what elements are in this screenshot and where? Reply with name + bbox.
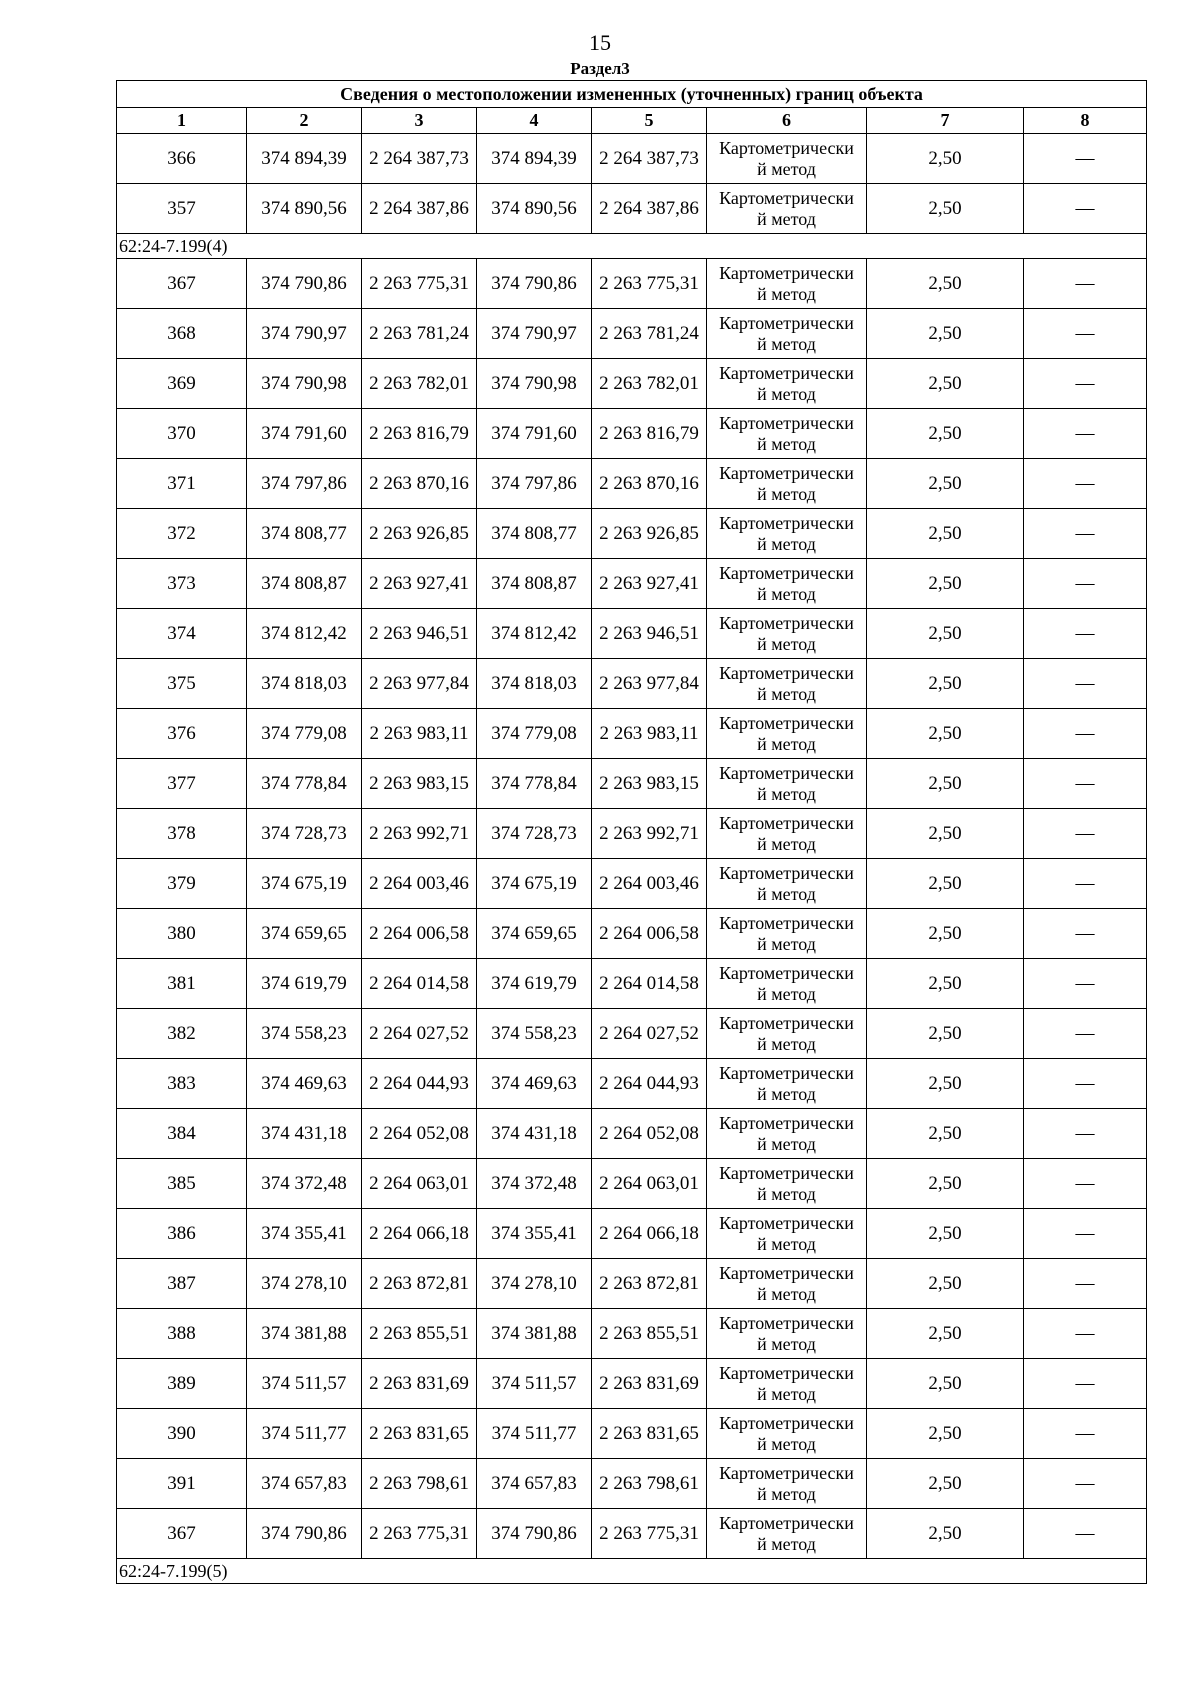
x-new-cell: 374 469,63 [477,1059,592,1109]
x-old-cell: 374 790,86 [247,259,362,309]
note-cell: — [1024,1309,1147,1359]
x-new-cell: 374 791,60 [477,409,592,459]
accuracy-cell: 2,50 [867,1259,1024,1309]
accuracy-cell: 2,50 [867,909,1024,959]
x-new-cell: 374 818,03 [477,659,592,709]
note-cell: — [1024,859,1147,909]
point-number-cell: 389 [117,1359,247,1409]
table-row [117,909,1147,959]
y-new-cell: 2 263 831,69 [592,1359,707,1409]
y-new-cell: 2 264 014,58 [592,959,707,1009]
note-cell: — [1024,309,1147,359]
x-new-cell: 374 728,73 [477,809,592,859]
table-row [117,409,1147,459]
section-title: Раздел3 [570,59,630,78]
point-number-cell: 367 [117,1509,247,1559]
method-cell: Картометрически й метод [707,759,867,809]
y-old-cell: 2 264 052,08 [362,1109,477,1159]
point-number-cell: 369 [117,359,247,409]
note-cell: — [1024,1059,1147,1109]
table-row [117,1259,1147,1309]
y-old-cell: 2 264 027,52 [362,1009,477,1059]
accuracy-cell: 2,50 [867,509,1024,559]
table-row [117,559,1147,609]
x-new-cell: 374 659,65 [477,909,592,959]
note-cell: — [1024,1159,1147,1209]
x-old-cell: 374 797,86 [247,459,362,509]
note-cell: — [1024,559,1147,609]
x-old-cell: 374 808,87 [247,559,362,609]
point-number-cell: 371 [117,459,247,509]
note-cell: — [1024,709,1147,759]
point-number-cell: 386 [117,1209,247,1259]
y-old-cell: 2 263 872,81 [362,1259,477,1309]
group-label: 62:24-7.199(4) [117,234,1147,259]
y-old-cell: 2 264 014,58 [362,959,477,1009]
table-row [117,759,1147,809]
accuracy-cell: 2,50 [867,759,1024,809]
y-new-cell: 2 263 872,81 [592,1259,707,1309]
y-old-cell: 2 263 775,31 [362,1509,477,1559]
y-old-cell: 2 264 006,58 [362,909,477,959]
point-number-cell: 384 [117,1109,247,1159]
y-old-cell: 2 263 946,51 [362,609,477,659]
note-cell: — [1024,1459,1147,1509]
method-cell: Картометрически й метод [707,609,867,659]
table-row [117,1459,1147,1509]
x-old-cell: 374 511,57 [247,1359,362,1409]
y-new-cell: 2 264 003,46 [592,859,707,909]
column-header-8: 8 [1024,108,1147,134]
point-number-cell: 366 [117,134,247,184]
group-row [117,234,1147,259]
x-old-cell: 374 657,83 [247,1459,362,1509]
table-row [117,1509,1147,1559]
y-new-cell: 2 264 387,86 [592,184,707,234]
x-old-cell: 374 278,10 [247,1259,362,1309]
accuracy-cell: 2,50 [867,809,1024,859]
accuracy-cell: 2,50 [867,184,1024,234]
y-new-cell: 2 263 983,11 [592,709,707,759]
accuracy-cell: 2,50 [867,359,1024,409]
y-old-cell: 2 263 977,84 [362,659,477,709]
y-old-cell: 2 264 063,01 [362,1159,477,1209]
y-new-cell: 2 264 063,01 [592,1159,707,1209]
point-number-cell: 383 [117,1059,247,1109]
method-cell: Картометрически й метод [707,1009,867,1059]
x-new-cell: 374 778,84 [477,759,592,809]
x-new-cell: 374 890,56 [477,184,592,234]
y-old-cell: 2 263 983,15 [362,759,477,809]
x-new-cell: 374 657,83 [477,1459,592,1509]
table-row [117,959,1147,1009]
point-number-cell: 390 [117,1409,247,1459]
method-cell: Картометрически й метод [707,859,867,909]
x-old-cell: 374 808,77 [247,509,362,559]
x-new-cell: 374 790,86 [477,259,592,309]
note-cell: — [1024,459,1147,509]
point-number-cell: 378 [117,809,247,859]
y-old-cell: 2 263 782,01 [362,359,477,409]
accuracy-cell: 2,50 [867,1409,1024,1459]
note-cell: — [1024,659,1147,709]
accuracy-cell: 2,50 [867,959,1024,1009]
x-new-cell: 374 511,77 [477,1409,592,1459]
accuracy-cell: 2,50 [867,409,1024,459]
point-number-cell: 367 [117,259,247,309]
note-cell: — [1024,259,1147,309]
x-new-cell: 374 779,08 [477,709,592,759]
method-cell: Картометрически й метод [707,1109,867,1159]
point-number-cell: 357 [117,184,247,234]
method-cell: Картометрически й метод [707,1159,867,1209]
note-cell: — [1024,1009,1147,1059]
y-new-cell: 2 264 006,58 [592,909,707,959]
table-row [117,709,1147,759]
point-number-cell: 373 [117,559,247,609]
table-row [117,1359,1147,1409]
method-cell: Картометрически й метод [707,459,867,509]
point-number-cell: 385 [117,1159,247,1209]
y-new-cell: 2 263 781,24 [592,309,707,359]
x-old-cell: 374 675,19 [247,859,362,909]
point-number-cell: 372 [117,509,247,559]
point-number-cell: 391 [117,1459,247,1509]
table-row [117,359,1147,409]
x-old-cell: 374 469,63 [247,1059,362,1109]
method-cell: Картометрически й метод [707,559,867,609]
y-old-cell: 2 263 798,61 [362,1459,477,1509]
note-cell: — [1024,184,1147,234]
y-new-cell: 2 264 044,93 [592,1059,707,1109]
x-old-cell: 374 511,77 [247,1409,362,1459]
note-cell: — [1024,1109,1147,1159]
table-row [117,659,1147,709]
y-new-cell: 2 263 927,41 [592,559,707,609]
column-header-2: 2 [247,108,362,134]
accuracy-cell: 2,50 [867,459,1024,509]
note-cell: — [1024,134,1147,184]
x-old-cell: 374 890,56 [247,184,362,234]
accuracy-cell: 2,50 [867,1459,1024,1509]
page-number: 15 [589,30,611,55]
accuracy-cell: 2,50 [867,1109,1024,1159]
accuracy-cell: 2,50 [867,559,1024,609]
table-row [117,184,1147,234]
accuracy-cell: 2,50 [867,709,1024,759]
x-old-cell: 374 790,98 [247,359,362,409]
method-cell: Картометрически й метод [707,959,867,1009]
note-cell: — [1024,609,1147,659]
table-row [117,509,1147,559]
accuracy-cell: 2,50 [867,609,1024,659]
accuracy-cell: 2,50 [867,1009,1024,1059]
y-new-cell: 2 263 983,15 [592,759,707,809]
table-row [117,259,1147,309]
y-old-cell: 2 263 855,51 [362,1309,477,1359]
x-old-cell: 374 790,97 [247,309,362,359]
method-cell: Картометрически й метод [707,1359,867,1409]
point-number-cell: 382 [117,1009,247,1059]
table-row [117,459,1147,509]
accuracy-cell: 2,50 [867,1209,1024,1259]
y-old-cell: 2 263 775,31 [362,259,477,309]
table-caption: Сведения о местоположении измененных (уточненных) границ объекта [117,81,1147,108]
point-number-cell: 376 [117,709,247,759]
accuracy-cell: 2,50 [867,259,1024,309]
x-old-cell: 374 818,03 [247,659,362,709]
note-cell: — [1024,1509,1147,1559]
point-number-cell: 374 [117,609,247,659]
x-new-cell: 374 790,97 [477,309,592,359]
x-new-cell: 374 808,77 [477,509,592,559]
method-cell: Картометрически й метод [707,359,867,409]
column-header-3: 3 [362,108,477,134]
y-new-cell: 2 264 052,08 [592,1109,707,1159]
table-row [117,809,1147,859]
y-new-cell: 2 264 027,52 [592,1009,707,1059]
y-old-cell: 2 263 926,85 [362,509,477,559]
x-old-cell: 374 372,48 [247,1159,362,1209]
y-old-cell: 2 264 003,46 [362,859,477,909]
accuracy-cell: 2,50 [867,1059,1024,1109]
method-cell: Картометрически й метод [707,1509,867,1559]
y-old-cell: 2 264 387,86 [362,184,477,234]
y-new-cell: 2 263 992,71 [592,809,707,859]
y-new-cell: 2 264 387,73 [592,134,707,184]
method-cell: Картометрически й метод [707,259,867,309]
point-number-cell: 375 [117,659,247,709]
x-new-cell: 374 355,41 [477,1209,592,1259]
x-new-cell: 374 790,86 [477,1509,592,1559]
x-old-cell: 374 355,41 [247,1209,362,1259]
point-number-cell: 380 [117,909,247,959]
x-new-cell: 374 675,19 [477,859,592,909]
x-old-cell: 374 894,39 [247,134,362,184]
note-cell: — [1024,759,1147,809]
table-row [117,1309,1147,1359]
y-new-cell: 2 263 870,16 [592,459,707,509]
y-old-cell: 2 263 927,41 [362,559,477,609]
x-new-cell: 374 797,86 [477,459,592,509]
method-cell: Картометрически й метод [707,909,867,959]
x-new-cell: 374 278,10 [477,1259,592,1309]
table-row [117,1109,1147,1159]
method-cell: Картометрически й метод [707,809,867,859]
note-cell: — [1024,959,1147,1009]
table-row [117,1009,1147,1059]
table-row [117,859,1147,909]
accuracy-cell: 2,50 [867,1509,1024,1559]
y-new-cell: 2 263 775,31 [592,1509,707,1559]
accuracy-cell: 2,50 [867,1159,1024,1209]
x-old-cell: 374 779,08 [247,709,362,759]
y-new-cell: 2 263 831,65 [592,1409,707,1459]
y-old-cell: 2 263 992,71 [362,809,477,859]
note-cell: — [1024,1359,1147,1409]
method-cell: Картометрически й метод [707,1409,867,1459]
note-cell: — [1024,359,1147,409]
x-old-cell: 374 381,88 [247,1309,362,1359]
accuracy-cell: 2,50 [867,1359,1024,1409]
coordinates-table [116,80,1147,1584]
y-new-cell: 2 263 775,31 [592,259,707,309]
x-old-cell: 374 659,65 [247,909,362,959]
accuracy-cell: 2,50 [867,659,1024,709]
x-new-cell: 374 894,39 [477,134,592,184]
point-number-cell: 387 [117,1259,247,1309]
x-old-cell: 374 791,60 [247,409,362,459]
y-new-cell: 2 263 782,01 [592,359,707,409]
y-old-cell: 2 263 870,16 [362,459,477,509]
note-cell: — [1024,409,1147,459]
y-new-cell: 2 263 855,51 [592,1309,707,1359]
table-row [117,1159,1147,1209]
y-new-cell: 2 263 798,61 [592,1459,707,1509]
note-cell: — [1024,909,1147,959]
x-new-cell: 374 812,42 [477,609,592,659]
x-new-cell: 374 619,79 [477,959,592,1009]
group-label: 62:24-7.199(5) [117,1559,1147,1584]
x-old-cell: 374 812,42 [247,609,362,659]
x-old-cell: 374 778,84 [247,759,362,809]
y-old-cell: 2 264 387,73 [362,134,477,184]
y-old-cell: 2 263 781,24 [362,309,477,359]
x-new-cell: 374 372,48 [477,1159,592,1209]
table-row [117,134,1147,184]
point-number-cell: 379 [117,859,247,909]
y-old-cell: 2 264 044,93 [362,1059,477,1109]
method-cell: Картометрически й метод [707,309,867,359]
point-number-cell: 381 [117,959,247,1009]
y-old-cell: 2 263 831,65 [362,1409,477,1459]
note-cell: — [1024,809,1147,859]
method-cell: Картометрически й метод [707,1259,867,1309]
table-row [117,609,1147,659]
point-number-cell: 388 [117,1309,247,1359]
method-cell: Картометрически й метод [707,1059,867,1109]
y-new-cell: 2 263 977,84 [592,659,707,709]
y-new-cell: 2 263 816,79 [592,409,707,459]
accuracy-cell: 2,50 [867,134,1024,184]
note-cell: — [1024,1209,1147,1259]
y-old-cell: 2 263 831,69 [362,1359,477,1409]
note-cell: — [1024,1259,1147,1309]
x-new-cell: 374 431,18 [477,1109,592,1159]
accuracy-cell: 2,50 [867,309,1024,359]
y-new-cell: 2 264 066,18 [592,1209,707,1259]
method-cell: Картометрически й метод [707,709,867,759]
table-row [117,1209,1147,1259]
method-cell: Картометрически й метод [707,1209,867,1259]
point-number-cell: 368 [117,309,247,359]
x-new-cell: 374 381,88 [477,1309,592,1359]
table-row [117,1409,1147,1459]
group-row [117,1559,1147,1584]
x-old-cell: 374 558,23 [247,1009,362,1059]
column-header-5: 5 [592,108,707,134]
y-old-cell: 2 264 066,18 [362,1209,477,1259]
table-row [117,1059,1147,1109]
y-new-cell: 2 263 926,85 [592,509,707,559]
y-new-cell: 2 263 946,51 [592,609,707,659]
accuracy-cell: 2,50 [867,1309,1024,1359]
x-old-cell: 374 431,18 [247,1109,362,1159]
x-new-cell: 374 790,98 [477,359,592,409]
point-number-cell: 377 [117,759,247,809]
x-old-cell: 374 728,73 [247,809,362,859]
point-number-cell: 370 [117,409,247,459]
method-cell: Картометрически й метод [707,1309,867,1359]
y-old-cell: 2 263 816,79 [362,409,477,459]
table-row [117,309,1147,359]
method-cell: Картометрически й метод [707,1459,867,1509]
y-old-cell: 2 263 983,11 [362,709,477,759]
method-cell: Картометрически й метод [707,134,867,184]
method-cell: Картометрически й метод [707,509,867,559]
method-cell: Картометрически й метод [707,184,867,234]
column-header-4: 4 [477,108,592,134]
x-old-cell: 374 790,86 [247,1509,362,1559]
x-old-cell: 374 619,79 [247,959,362,1009]
method-cell: Картометрически й метод [707,659,867,709]
method-cell: Картометрически й метод [707,409,867,459]
note-cell: — [1024,509,1147,559]
column-header-7: 7 [867,108,1024,134]
x-new-cell: 374 558,23 [477,1009,592,1059]
note-cell: — [1024,1409,1147,1459]
column-header-1: 1 [117,108,247,134]
x-new-cell: 374 808,87 [477,559,592,609]
x-new-cell: 374 511,57 [477,1359,592,1409]
column-header-6: 6 [707,108,867,134]
accuracy-cell: 2,50 [867,859,1024,909]
